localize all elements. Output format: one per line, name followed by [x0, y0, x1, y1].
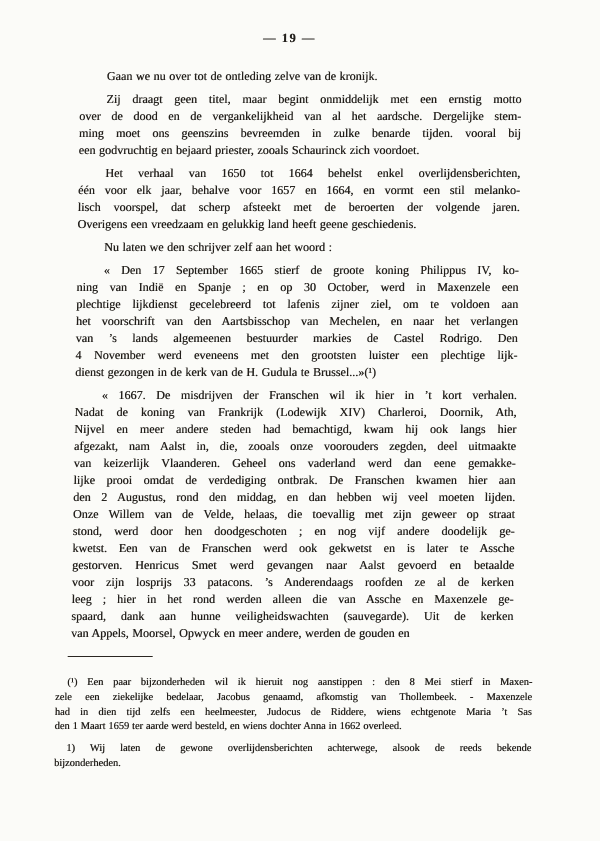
- paragraph-line: voor zijn losprijs 33 patacons. ’s Anderendaags roofden ze al de kerken: [71, 575, 514, 589]
- paragraph-line: afgezakt, nam Aalst in, die, zooals onze voorouders zegden, deel uitmaakte: [73, 439, 517, 453]
- footnote-separator-rule: [68, 656, 153, 657]
- paragraph-line: Gaan we nu over tot de ontleding zelve van de kronijk.: [106, 69, 378, 83]
- paragraph-line: ning van Indië en Spanje ; en op 30 October, werd in Maxenzele een: [76, 280, 519, 294]
- paragraph-line: ming moet ons geenszins bevreemden in zulke benarde tijden. vooral bij: [78, 126, 522, 140]
- paragraph-line: het voorschrift van den Aartsbisschop van Mechelen, en naar het verlangen: [75, 314, 519, 328]
- footnote-line: had in dien tijd zelfs een heelmeester, Judocus de Riddere, wiens echtgenote Maria ’t Sas: [54, 706, 532, 718]
- footnote-line: den 1 Maart 1659 ter aarde werd besteld, en wiens dochter Anna in 1662 overleed.: [54, 721, 402, 733]
- footnote-line: bijzonderheden.: [53, 757, 121, 769]
- paragraph-line: kwetst. Een van de Franschen werd ook gekwetst en is later te Assche: [72, 541, 515, 555]
- paragraph-line: den 2 Augustus, rond den middag, en dan hebben wij veel moeten lijden.: [73, 490, 516, 504]
- footnote-line: 1) Wij laten de gewone overlijdensberichten achterwege, alsook de reeds bekende: [66, 743, 532, 755]
- paragraph-line: Overigens een vreedzaam en gelukkig land heeft geene geschiedenis.: [77, 217, 417, 231]
- paragraph-line: van keizerlijk Vlaanderen. Geheel ons vaderland werd dan eene gemakke-: [73, 456, 516, 470]
- paragraph-line: Nijvel en meer andere steden had bemachtigd, kwam hij ook langs hier: [74, 422, 517, 436]
- footnote-line: (¹) Een paar bijzonderheden wil ik hieruit nog aanstippen : den 8 Mei stierf in Maxen-: [67, 677, 533, 688]
- paragraph-line: gestorven. Henricus Smet werd gevangen naar Aalst gevoerd en betaalde: [72, 558, 515, 572]
- paragraph-line: Onze Willem van de Velde, helaas, die toevallig met zijn geweer op straat: [72, 507, 516, 521]
- paragraph-line: over de dood en de vergankelijkheid van al het aardsche. Dergelijke stem-: [79, 109, 522, 123]
- paragraph-line: van ’s lands algemeenen bestuurder markies de Castel Rodrigo. Den: [75, 331, 518, 345]
- para-nu-laten: [77, 239, 519, 256]
- para-opening: [80, 68, 522, 85]
- paragraph-line: Nu laten we den schrijver zelf aan het woord :: [104, 240, 333, 254]
- paragraph-line: « Den 17 September 1665 stierf de groote koning Philippus IV, ko-: [103, 263, 519, 277]
- paragraph-line: 4 November werd eveneens met den grootsten luister een plechtige lijk-: [75, 348, 518, 362]
- paragraph-line: plechtige lijkdienst gecelebreerd tot lafenis zijner ziel, om te voldoen aan: [76, 297, 519, 311]
- paragraph-line: « 1667. De misdrijven der Franschen wil ik hier in ’t kort verhalen.: [101, 388, 517, 402]
- main-text-block: [71, 68, 522, 648]
- para-verhaal: [77, 165, 520, 233]
- footnotes-block: [54, 676, 533, 779]
- footnote-2: [54, 742, 531, 772]
- paragraph-line: Nadat de koning van Frankrijk (Lodewijk XIV) Charleroi, Doornik, Ath,: [74, 405, 517, 419]
- paragraph-line: van Appels, Moorsel, Opwyck en meer andere, werden de gouden en: [70, 626, 410, 640]
- paragraph-line: één voor elk jaar, behalve voor 1657 en 1664, en vormt een stil melanko-: [77, 183, 521, 197]
- paragraph-line: een godvruchtig en bejaard priester, zooals Schaurinck zich voordoet.: [78, 143, 420, 157]
- paragraph-line: stond, werd door hen doodgeschoten ; en nog vijf andere doodelijk ge-: [72, 524, 515, 538]
- page-number: — 19 —: [262, 31, 316, 45]
- para-motto: [79, 91, 522, 159]
- para-quote-1667: [71, 387, 517, 642]
- paragraph-line: Zij draagt geen titel, maar begint onmiddelijk met een ernstig motto: [106, 92, 522, 106]
- footnote-1: [54, 676, 532, 735]
- paragraph-line: leeg ; hier in het rond werden alleen die van Assche en Maxenzele ge-: [71, 592, 514, 606]
- paragraph-line: dienst gezongen in de kerk van de H. Gudula te Brussel...»(¹): [75, 365, 377, 379]
- paragraph-line: spaard, dank aan hunne veiligheidswachten (sauvegarde). Uit de kerken: [71, 609, 514, 623]
- paragraph-line: lijke prooi omdat de verdediging ontbrak. De Franschen kwamen hier aan: [73, 473, 516, 487]
- paragraph-line: Het verhaal van 1650 tot 1664 behelst enkel overlijdensberichten,: [105, 166, 521, 180]
- para-quote-1665: [75, 262, 519, 381]
- footnote-line: zele een ziekelijke bedelaar, Jacobus genaamd, afkomstig van Thollembeek. - Maxenzele: [54, 691, 533, 703]
- paragraph-line: lisch voorspel, dat scherp afsteekt met de beroerten der volgende jaren.: [77, 200, 520, 214]
